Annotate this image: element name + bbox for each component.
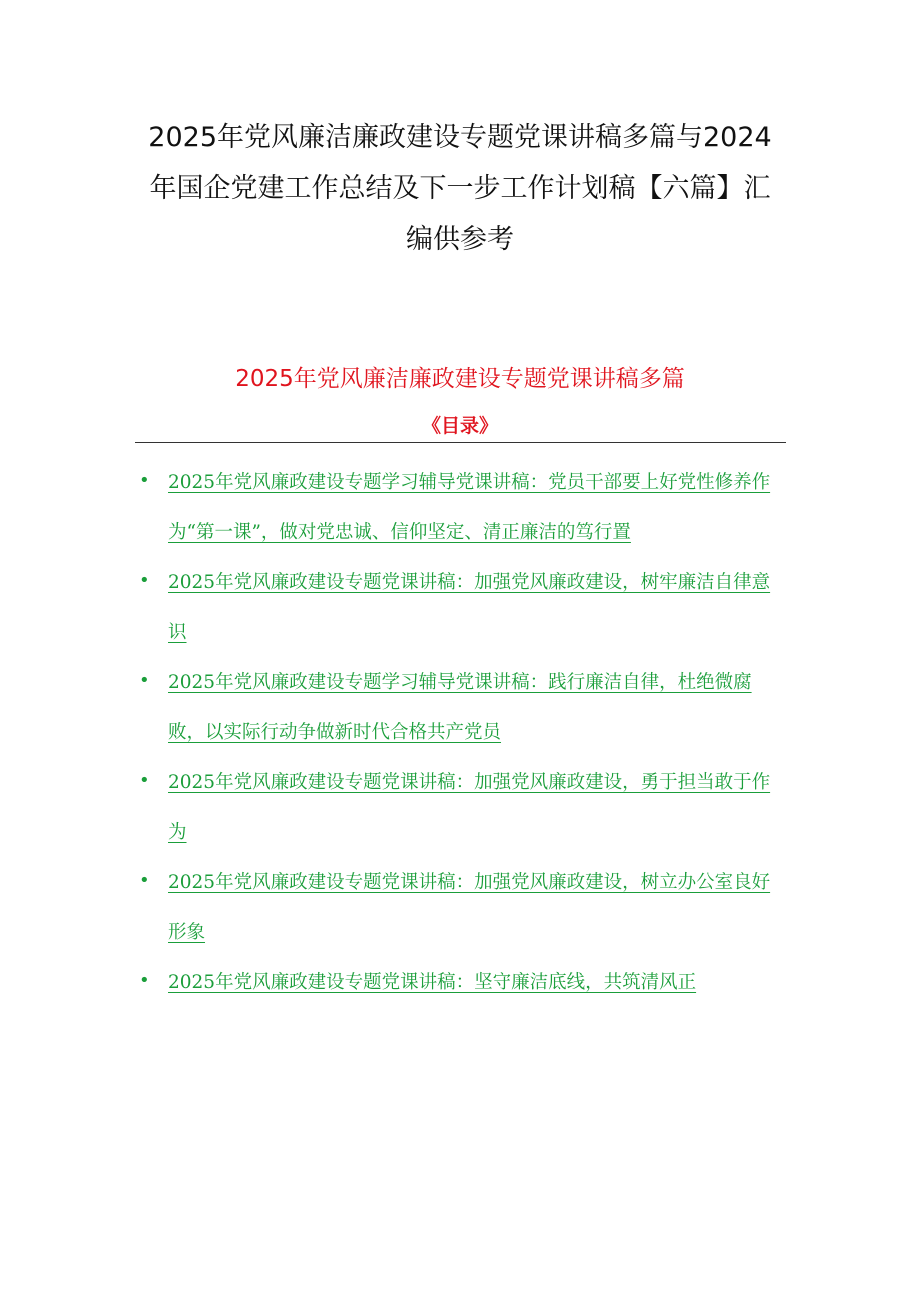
document-title-line-2: 年国企党建工作总结及下一步工作计划稿【六篇】汇 [149, 173, 771, 204]
bullet-dot-icon: • [139, 470, 150, 491]
bullet-dot-icon: • [139, 670, 150, 691]
toc-list [135, 458, 795, 1008]
bullet-dot-icon: • [139, 970, 150, 991]
bullet-dot-icon: • [139, 770, 150, 791]
toc-link-6[interactable]: 2025年党风廉政建设专题党课讲稿：坚守廉洁底线，共筑清风正 [168, 972, 697, 993]
toc-link-4[interactable]: 2025年党风廉政建设专题党课讲稿：加强党风廉政建设，勇于担当敢于作为 [168, 772, 771, 843]
document-title-line-3: 编供参考 [406, 224, 514, 255]
toc-item [135, 858, 795, 958]
bullet-dot-icon: • [139, 570, 150, 591]
toc-link-2[interactable]: 2025年党风廉政建设专题党课讲稿：加强党风廉政建设，树牢廉洁自律意识 [168, 572, 771, 643]
toc-link-1[interactable]: 2025年党风廉政建设专题学习辅导党课讲稿：党员干部要上好党性修养作为“第一课”，做对党忠诚、信仰坚定、清正廉洁的笃行置 [168, 472, 771, 543]
document-title [120, 112, 800, 265]
toc-item [135, 458, 795, 558]
toc-item [135, 958, 795, 1008]
section-title: 2025年党风廉洁廉政建设专题党课讲稿多篇 [235, 366, 685, 392]
toc-link-3[interactable]: 2025年党风廉政建设专题学习辅导党课讲稿：践行廉洁自律，杜绝微腐败，以实际行动争做新时代合格共产党员 [168, 672, 752, 743]
document-title-line-1: 2025年党风廉洁廉政建设专题党课讲稿多篇与2024 [148, 122, 772, 153]
toc-divider [135, 442, 786, 443]
bullet-dot-icon: • [139, 870, 150, 891]
toc-label: 《目录》 [421, 415, 498, 437]
toc-item [135, 758, 795, 858]
toc-link-5[interactable]: 2025年党风廉政建设专题党课讲稿：加强党风廉政建设，树立办公室良好形象 [168, 872, 771, 943]
toc-item [135, 658, 795, 758]
toc-item [135, 558, 795, 658]
